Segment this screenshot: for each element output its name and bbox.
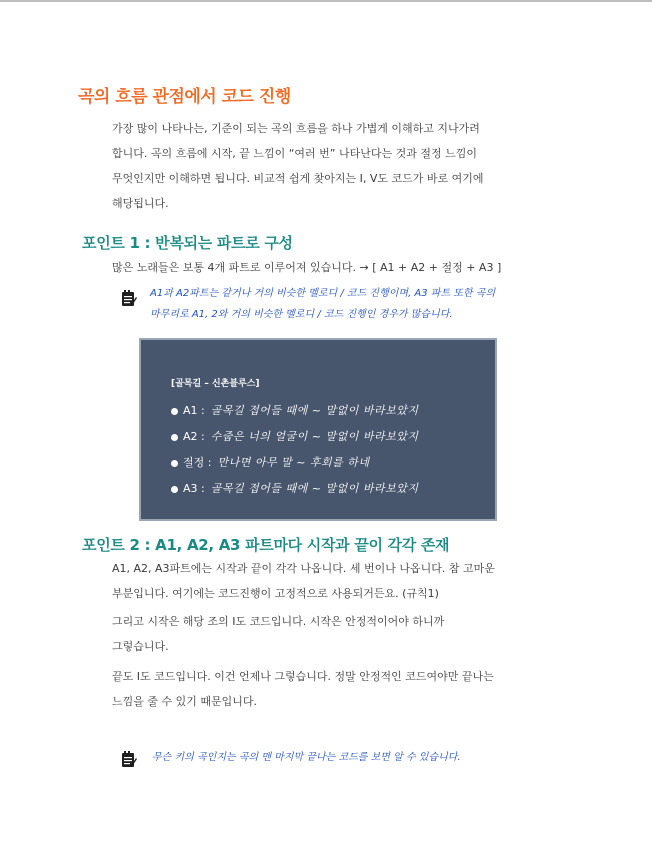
point2-heading: 포인트 2 : A1, A2, A3 파트마다 시작과 끝이 각각 존재	[82, 536, 450, 554]
lyrics-box	[139, 338, 497, 521]
bullet-icon	[171, 460, 178, 467]
lyrics-content	[171, 376, 418, 502]
point2-paragraph-1	[112, 556, 582, 606]
point2-note	[152, 747, 461, 768]
intro-line: 무엇인지만 이해하면 됩니다. 비교적 쉽게 찾아지는 I, V도 코드가 바로 여기에	[112, 172, 484, 185]
point2-paragraph-3	[112, 664, 582, 714]
lyrics-title: [골목길 – 신촌블루스]	[171, 379, 260, 389]
intro-line: 가장 많이 나타나는, 기준이 되는 곡의 흐름을 하나 가볍게 이해하고 지나가려	[112, 122, 480, 135]
note-line: A1과 A2파트는 같거나 거의 비슷한 멜로디 / 코드 진행이며, A3 파트 또한 곡의	[150, 288, 496, 299]
lyric-text: 수줍은 너의 얼굴이 ~ 말없이 바라보았지	[210, 430, 419, 443]
point1-note	[150, 283, 495, 325]
intro-paragraph	[112, 116, 582, 216]
point1-heading: 포인트 1 : 반복되는 파트로 구성	[82, 234, 293, 252]
bullet-icon	[171, 486, 178, 493]
lyric-text: 만나면 아무 말 ~ 후회를 하네	[217, 456, 370, 469]
lyric-text: 골목길 접어들 때에 ~ 말없이 바라보았지	[210, 482, 419, 495]
lyric-item	[171, 398, 418, 424]
intro-line: 합니다. 곡의 흐름에 시작, 끝 느낌이 “여러 번” 나타난다는 것과 절정 느낌이	[112, 147, 478, 160]
top-rule	[0, 0, 652, 2]
lyric-item	[171, 424, 418, 450]
notepad-icon	[121, 289, 137, 307]
point2-line: 그리고 시작은 해당 조의 I도 코드입니다. 시작은 안정적이어야 하니까	[112, 615, 445, 628]
lyric-text: 골목길 접어들 때에 ~ 말없이 바라보았지	[210, 404, 419, 417]
point2-line: 부분입니다. 여기에는 코드진행이 고정적으로 사용되거든요. (규칙1)	[112, 587, 439, 600]
point1-text: 많은 노래들은 보통 4개 파트로 이루어져 있습니다. → [ A1 + A2 + 절정 + A3 ]	[112, 261, 502, 274]
lyric-item	[171, 450, 418, 476]
point2-line: 끝도 I도 코드입니다. 이건 언제나 그렇습니다. 정말 안정적인 코드여야만 끝나는	[112, 670, 494, 683]
lyric-label: A1 :	[183, 404, 205, 417]
point2-paragraph-2	[112, 609, 582, 659]
point1-paragraph	[112, 255, 582, 280]
point2-line: 느낌을 줄 수 있기 때문입니다.	[112, 695, 257, 708]
bullet-icon	[171, 434, 178, 441]
page-title: 곡의 흐름 관점에서 코드 진행	[78, 87, 291, 107]
intro-line: 해당됩니다.	[112, 197, 169, 210]
bullet-icon	[171, 408, 178, 415]
notepad-icon	[121, 750, 137, 768]
lyric-label: 절정 :	[183, 456, 212, 469]
point2-line: 그렇습니다.	[112, 640, 169, 653]
lyric-label: A2 :	[183, 430, 205, 443]
lyric-item	[171, 476, 418, 502]
point2-line: A1, A2, A3파트에는 시작과 끝이 각각 나옵니다. 세 번이나 나옵니다. 참 고마운	[112, 562, 495, 575]
lyric-label: A3 :	[183, 482, 205, 495]
note-line: 무슨 키의 곡인지는 곡의 맨 마지막 끝나는 코드를 보면 알 수 있습니다.	[152, 752, 461, 763]
note-line: 마무리로 A1, 2와 거의 비슷한 멜로디 / 코드 진행인 경우가 많습니다.	[150, 309, 453, 320]
